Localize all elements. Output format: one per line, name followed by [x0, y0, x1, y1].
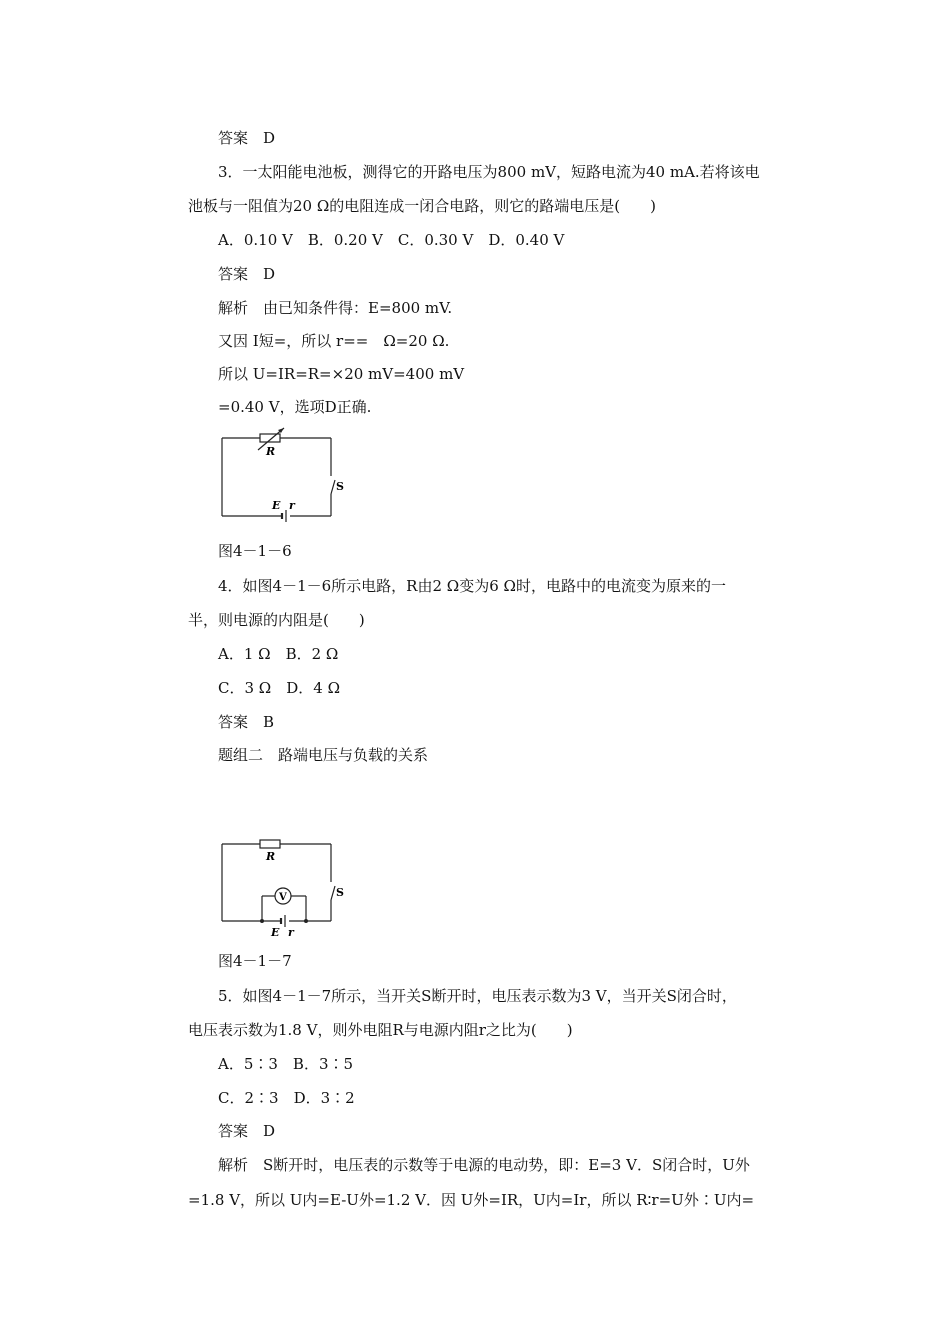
question-3-options: A．0.10 V B．0.20 V C．0.30 V D．0.40 V: [218, 231, 565, 249]
fig7-voltmeter-label: V: [279, 892, 287, 903]
fig6-label-E: E: [272, 499, 281, 512]
question-5-line-2: 电压表示数为1.8 V，则外电阻R与电源内阻r之比为( ): [188, 1021, 573, 1039]
answer-q4: 答案 B: [218, 713, 275, 731]
solution-q3-line-4: =0.40 V，选项D正确.: [218, 398, 372, 416]
solution-q5-line-2: =1.8 V，所以 U内=E-U外=1.2 V．因 U外=IR，U内=Ir，所以 R∶r=U外∶U内=: [188, 1191, 755, 1209]
fig6-label-R: R: [266, 445, 276, 458]
circuit-figure-4-1-7: [214, 834, 364, 938]
solution-q3-line-2: 又因 I短=，所以 r== Ω=20 Ω.: [218, 332, 450, 350]
answer-q5: 答案 D: [218, 1122, 276, 1140]
solution-q3-line-3: 所以 U=IR=R=×20 mV=400 mV: [218, 365, 465, 383]
question-3-line-1: 3．一太阳能电池板，测得它的开路电压为800 mV，短路电流为40 mA.若将该电: [218, 163, 760, 181]
question-4-line-1: 4．如图4－1－6所示电路，R由2 Ω变为6 Ω时，电路中的电流变为原来的一: [218, 577, 726, 595]
figure-caption-4-1-7: 图4－1－7: [218, 952, 292, 970]
solution-q5-line-1: 解析 S断开时，电压表的示数等于电源的电动势，即：E=3 V．S闭合时，U外: [218, 1156, 750, 1174]
question-4-options-2: C．3 Ω D．4 Ω: [218, 679, 340, 697]
circuit-figure-4-1-6: [214, 424, 364, 524]
question-4-options-1: A．1 Ω B．2 Ω: [218, 645, 339, 663]
fig6-label-r: r: [289, 499, 295, 512]
fig6-label-S: S: [336, 480, 344, 493]
question-5-options-1: A．5∶3 B．3∶5: [218, 1055, 354, 1073]
answer-q2: 答案 D: [218, 129, 276, 147]
solution-q3-line-1: 解析 由已知条件得：E=800 mV.: [218, 299, 453, 317]
fig7-label-R: R: [266, 850, 276, 863]
fig7-label-E: E: [271, 926, 280, 938]
section-heading-group-2: 题组二 路端电压与负载的关系: [218, 746, 429, 764]
question-5-line-1: 5．如图4－1－7所示，当开关S断开时，电压表示数为3 V，当开关S闭合时，: [218, 987, 737, 1005]
question-3-line-2: 池板与一阻值为20 Ω的电阻连成一闭合电路，则它的路端电压是( ): [188, 197, 656, 215]
question-4-line-2: 半，则电源的内阻是( ): [188, 611, 365, 629]
fig7-label-S: S: [336, 886, 344, 899]
fig7-label-r: r: [288, 926, 294, 938]
figure-caption-4-1-6: 图4－1－6: [218, 542, 292, 560]
question-5-options-2: C．2∶3 D．3∶2: [218, 1089, 355, 1107]
answer-q3: 答案 D: [218, 265, 276, 283]
